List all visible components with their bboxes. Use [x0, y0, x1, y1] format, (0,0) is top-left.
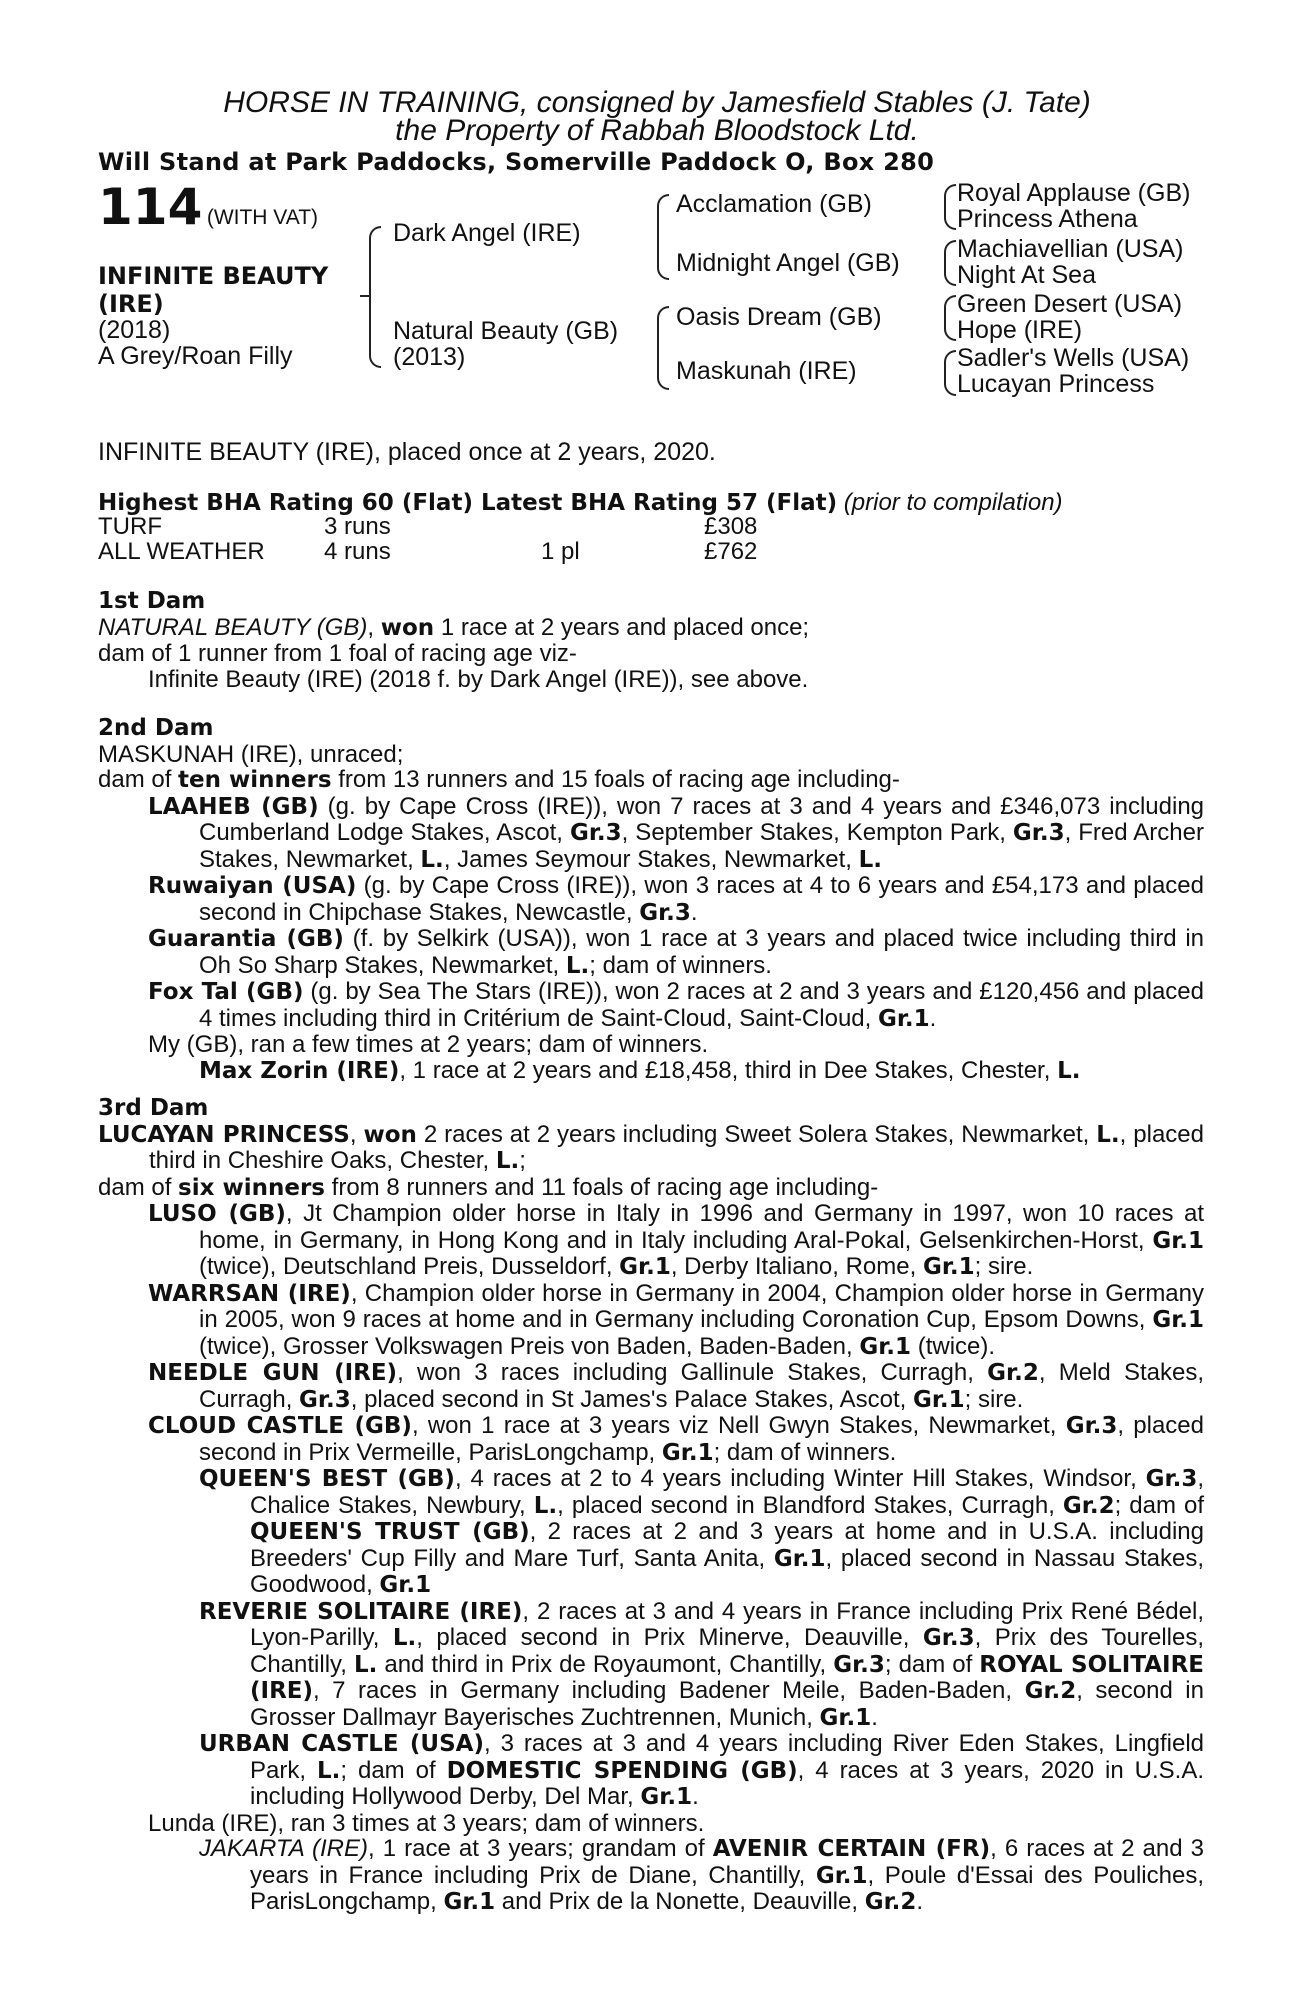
text: (twice). — [911, 1332, 996, 1360]
horse-name: LUSO (GB) — [148, 1201, 286, 1227]
first-dam-produce-line: dam of 1 runner from 1 foal of racing age viz- — [98, 640, 577, 667]
horse-name: CLOUD CASTLE (GB) — [148, 1413, 412, 1439]
horse-name: Max Zorin (IRE) — [199, 1057, 400, 1084]
won-label: won — [380, 614, 435, 641]
text: , 6 races at 2 and 3 years in France including Prix de Diane, Chantilly, — [250, 1835, 1205, 1889]
horse-name: AVENIR CERTAIN (FR) — [712, 1836, 991, 1862]
produce-cloud-castle — [98, 1413, 1204, 1466]
pedigree-sdd: Night At Sea — [957, 261, 1096, 289]
race-record-row — [98, 539, 757, 564]
text: , James Seymour Stakes, Newmarket, — [443, 845, 859, 873]
grade: Gr.1 — [815, 1862, 868, 1889]
winners-count: six winners — [178, 1174, 325, 1201]
text: (g. by Sea The Stars (IRE)), won 2 races at 2 and 3 years and £120,456 and placed 4 times including third in Critérium de Saint-Cloud, Saint-Cloud, — [199, 978, 1204, 1032]
horse-name: QUEEN'S TRUST (GB) — [250, 1519, 530, 1545]
horse-description: A Grey/Roan Filly — [98, 342, 293, 370]
bha-rating — [98, 489, 1063, 517]
grade: Gr.3 — [833, 1651, 885, 1678]
lot-number: 114 — [98, 178, 203, 236]
first-dam-record: 1 race at 2 years and placed once; — [434, 613, 810, 641]
text: , 1 race at 2 years and £18,458, third in Dee Stakes, Chester, — [399, 1056, 1058, 1084]
grade: Gr.3 — [1012, 820, 1065, 846]
produce-reverie-solitaire — [98, 1599, 1204, 1732]
earnings-cell: £308 — [704, 513, 758, 540]
runs-cell: 4 runs — [324, 538, 391, 565]
grade: L. — [316, 1757, 341, 1784]
bha-rating-note: (prior to compilation) — [843, 489, 1063, 516]
grade: L. — [495, 1148, 520, 1174]
owner-line: the Property of Rabbah Bloodstock Ltd. — [395, 114, 919, 147]
text: , 1 race at 3 years; grandam of — [368, 1835, 713, 1862]
text: , Jt Champion older horse in Italy in 1996 and Germany in 1997, won 10 races at home, in Germany, in Hong Kong and in Italy including Aral-Pokal, Gelsenkirchen-Horst, — [199, 1200, 1204, 1254]
first-dam-section — [98, 589, 1204, 692]
runs-cell: 3 runs — [324, 513, 391, 540]
placings-cell: 1 pl — [541, 538, 580, 565]
produce-warrsan — [98, 1281, 1204, 1361]
first-dam-produce-item: Infinite Beauty (IRE) (2018 f. by Dark Angel (IRE)), see above. — [148, 665, 809, 693]
second-dam-heading: 2nd Dam — [98, 715, 214, 741]
third-dam-line — [98, 1122, 1204, 1175]
won-label: won — [363, 1121, 417, 1148]
pedigree-sss: Royal Applause (GB) — [957, 179, 1191, 207]
grade: Gr.1 — [819, 1704, 872, 1731]
text: ; — [519, 1147, 526, 1174]
grade: Gr.1 — [640, 1784, 693, 1810]
text: (twice), Grosser Volkswagen Preis von Baden, Baden-Baden, — [199, 1332, 860, 1360]
text: ; sire. — [974, 1253, 1034, 1280]
text: , placed third in Cheshire Oaks, Chester, — [149, 1120, 1205, 1174]
third-dam-heading: 3rd Dam — [98, 1095, 209, 1121]
text: from 8 runners and 11 foals of racing age including- — [324, 1173, 879, 1201]
text: (g. by Cape Cross (IRE)), won 7 races at 3 and 4 years and £346,073 including Cumberland Lodge Stakes, Ascot, — [199, 792, 1205, 846]
grade: Gr.1 — [661, 1439, 714, 1466]
vat-note: (WITH VAT) — [206, 206, 319, 229]
horse-name: Ruwaiyan (USA) — [148, 873, 357, 899]
separator: , — [349, 1120, 364, 1148]
bha-rating-values: Highest BHA Rating 60 (Flat) Latest BHA Rating 57 (Flat) — [98, 490, 838, 516]
text: . — [871, 1703, 878, 1731]
produce-max-zorin — [98, 1058, 1204, 1085]
earnings-cell: £762 — [704, 538, 758, 565]
pedigree-main-brace — [369, 226, 381, 368]
consignor-line: HORSE IN TRAINING, consigned by Jamesfield Stables (J. Tate) — [223, 86, 1091, 119]
text: , won 3 races including Gallinule Stakes, Curragh, — [397, 1359, 988, 1386]
horse-name: JAKARTA (IRE) — [199, 1835, 368, 1862]
grade: Gr.1 — [773, 1545, 826, 1572]
text: . — [916, 1888, 924, 1915]
text: (twice), Deutschland Preis, Dusseldorf, — [199, 1253, 620, 1280]
text: and Prix de la Nonette, Deauville, — [495, 1888, 865, 1915]
text: , Poule d'Essai des Pouliches, ParisLongchamp, — [250, 1861, 1205, 1915]
text: . — [690, 898, 698, 926]
text: , won 1 race at 3 years viz Nell Gwyn Stakes, Newmarket, — [411, 1412, 1066, 1439]
text: , 7 races in Germany including Badener Meile, Baden-Baden, — [313, 1677, 1025, 1704]
surface-cell: TURF — [98, 513, 162, 540]
text: , 3 races at 3 and 4 years including River Eden Stakes, Lingfield Park, — [250, 1730, 1205, 1784]
produce-luso — [98, 1201, 1204, 1281]
race-summary: INFINITE BEAUTY (IRE), placed once at 2 years, 2020. — [98, 438, 716, 466]
grade: L. — [392, 1625, 417, 1651]
text: , Fred Archer Stakes, Newmarket, — [199, 819, 1204, 873]
grade: Gr.2 — [1062, 1492, 1115, 1519]
grade: Gr.3 — [1065, 1413, 1118, 1439]
horse-name: ROYAL SOLITAIRE (IRE) — [250, 1651, 1205, 1704]
second-dam-line: MASKUNAH (IRE), unraced; — [98, 740, 404, 768]
text: , placed second in Prix Vermeille, ParisLongchamp, — [199, 1412, 1205, 1466]
third-dam-section — [98, 1096, 1204, 1916]
sire-brace — [657, 194, 669, 280]
horse-name: LAAHEB (GB) — [148, 793, 319, 820]
pedigree-dss: Green Desert (USA) — [957, 290, 1183, 318]
third-dam-name: LUCAYAN PRINCESS — [98, 1121, 350, 1148]
produce-ruwaiyan — [98, 873, 1204, 926]
g3-brace-2 — [944, 240, 956, 286]
grade: L. — [420, 846, 444, 873]
pedigree-ddd: Lucayan Princess — [957, 370, 1155, 398]
produce-urban-castle — [98, 1731, 1204, 1811]
horse-name: DOMESTIC SPENDING (GB) — [446, 1757, 798, 1784]
stand-location: Will Stand at Park Paddocks, Somerville Paddock O, Box 280 — [98, 148, 935, 176]
grade: Gr.1 — [1152, 1227, 1204, 1254]
pedigree-dam-year: (2013) — [393, 343, 466, 371]
grade: L. — [1096, 1121, 1120, 1148]
pedigree-dds: Sadler's Wells (USA) — [957, 344, 1190, 372]
text: ; dam of — [884, 1650, 980, 1678]
grade: Gr.2 — [987, 1360, 1039, 1386]
grade: L. — [858, 846, 883, 873]
text: ; dam of — [340, 1756, 447, 1784]
produce-fox-tal — [98, 979, 1204, 1032]
text: ; dam of winners. — [713, 1438, 897, 1466]
g3-brace-1 — [944, 184, 956, 230]
grade: L. — [353, 1651, 378, 1678]
pedigree-ssd: Princess Athena — [957, 205, 1138, 233]
placings-cell — [541, 514, 704, 539]
text: , 4 races at 2 to 4 years including Winter Hill Stakes, Windsor, — [454, 1465, 1146, 1492]
horse-suffix: (IRE) — [98, 290, 164, 318]
text: (g. by Cape Cross (IRE)), won 3 races at 4 to 6 years and £54,173 and placed second in Chipchase Stakes, Newcastle, — [199, 872, 1204, 926]
g3-brace-3 — [944, 295, 956, 341]
text: from 13 runners and 15 foals of racing age including- — [331, 766, 900, 793]
text: . — [692, 1783, 699, 1810]
second-dam-section — [98, 716, 1204, 1084]
horse-name: Fox Tal (GB) — [148, 979, 304, 1005]
grade: L. — [565, 952, 590, 979]
grade: Gr.1 — [619, 1254, 671, 1280]
g3-brace-4 — [944, 350, 956, 396]
text: ; sire. — [964, 1385, 1024, 1413]
grade: Gr.1 — [443, 1889, 496, 1915]
horse-name: NEEDLE GUN (IRE) — [148, 1360, 398, 1386]
text: . — [929, 1004, 937, 1032]
horse-name: URBAN CASTLE (USA) — [199, 1731, 484, 1757]
grade: Gr.2 — [864, 1889, 917, 1915]
text: (f. by Selkirk (USA)), won 1 race at 3 years and placed twice including third in Oh So Sharp Stakes, Newmarket, — [199, 925, 1204, 979]
dam-brace — [657, 306, 669, 390]
first-dam-line — [98, 615, 1204, 642]
horse-name: WARRSAN (IRE) — [148, 1280, 351, 1307]
pedigree-sire-sire: Acclamation (GB) — [676, 190, 872, 218]
text: dam of — [98, 1173, 179, 1201]
grade: Gr.1 — [922, 1254, 975, 1280]
grade: Gr.3 — [569, 820, 622, 846]
produce-guarantia — [98, 926, 1204, 979]
surface-cell: ALL WEATHER — [98, 538, 265, 565]
text: , placed second in Nassau Stakes, Goodwood, — [250, 1544, 1204, 1598]
third-dam-produce-line — [98, 1175, 1204, 1202]
text: , 2 races at 3 and 4 years in France including Prix René Bédel, Lyon-Parilly, — [250, 1597, 1204, 1651]
text: ; dam of winners. — [589, 951, 772, 979]
text: , 4 races at 3 years, 2020 in U.S.A. including Hollywood Derby, Del Mar, — [250, 1756, 1205, 1810]
produce-jakarta — [98, 1836, 1204, 1916]
text: , Derby Italiano, Rome, — [670, 1253, 923, 1280]
grade: Gr.3 — [639, 899, 691, 926]
text: , September Stakes, Kempton Park, — [621, 819, 1013, 846]
text: , Chalice Stakes, Newbury, — [250, 1465, 1205, 1519]
pedigree-dsd: Hope (IRE) — [957, 316, 1083, 344]
second-dam-produce-line — [98, 767, 1204, 794]
grade: Gr.1 — [877, 1005, 930, 1032]
pedigree-sire: Dark Angel (IRE) — [393, 219, 581, 247]
text: , placed second in Prix Minerve, Deauville, — [416, 1624, 923, 1651]
produce-lunda: Lunda (IRE), ran 3 times at 3 years; dam of winners. — [148, 1809, 705, 1837]
pedigree-dam-dam: Maskunah (IRE) — [676, 357, 857, 385]
first-dam-name: NATURAL BEAUTY (GB) — [98, 613, 368, 641]
horse-name: Guarantia (GB) — [148, 926, 344, 952]
grade: L. — [1057, 1057, 1081, 1084]
text: , Meld Stakes, Curragh, — [199, 1359, 1205, 1413]
produce-needle-gun — [98, 1360, 1204, 1413]
produce-queens-best — [98, 1466, 1204, 1599]
text: , second in Grosser Dallmayr Bayerisches Zuchtrennen, Munich, — [250, 1677, 1204, 1731]
text: , Prix des Tourelles, Chantilly, — [250, 1624, 1205, 1678]
brace-nub — [360, 295, 369, 297]
horse-name: INFINITE BEAUTY — [98, 262, 329, 290]
horse-name: REVERIE SOLITAIRE (IRE) — [199, 1598, 523, 1625]
grade: Gr.2 — [1024, 1678, 1077, 1704]
text: ; dam of — [1114, 1491, 1204, 1519]
grade: Gr.3 — [299, 1386, 351, 1413]
pedigree-dam: Natural Beauty (GB) — [393, 317, 619, 345]
grade: Gr.1 — [859, 1333, 912, 1360]
lot-block — [98, 178, 318, 236]
text: dam of — [98, 766, 179, 793]
grade: Gr.1 — [379, 1572, 432, 1598]
horse-name: QUEEN'S BEST (GB) — [199, 1466, 455, 1492]
grade: Gr.3 — [1145, 1466, 1198, 1492]
race-record-table — [98, 514, 757, 564]
horse-year: (2018) — [98, 316, 171, 344]
pedigree-dam-sire: Oasis Dream (GB) — [676, 303, 882, 331]
grade: Gr.1 — [912, 1386, 965, 1413]
text: 2 races at 2 years including Sweet Solera Stakes, Newmarket, — [416, 1120, 1097, 1148]
pedigree-sds: Machiavellian (USA) — [957, 235, 1184, 263]
grade: Gr.3 — [922, 1625, 975, 1651]
text: , Champion older horse in Germany in 2004, Champion older horse in Germany in 2005, won 9 races at home and in Germany including Coronation Cup, Epsom Downs, — [199, 1279, 1205, 1333]
first-dam-heading: 1st Dam — [98, 588, 206, 614]
race-record-row — [98, 514, 757, 539]
text: and third in Prix de Royaumont, Chantilly, — [377, 1650, 834, 1678]
grade: L. — [533, 1492, 558, 1519]
pedigree-sire-dam: Midnight Angel (GB) — [676, 249, 900, 277]
text: , placed second in Blandford Stakes, Curragh, — [557, 1491, 1063, 1519]
text: , placed second in St James's Palace Stakes, Ascot, — [350, 1385, 913, 1413]
produce-laaheb — [98, 794, 1204, 874]
text: , 2 races at 2 and 3 years at home and in U.S.A. including Breeders' Cup Filly and Mare Turf, Santa Anita, — [250, 1518, 1204, 1572]
separator: , — [367, 613, 381, 641]
winners-count: ten winners — [178, 767, 332, 793]
grade: Gr.1 — [1152, 1307, 1204, 1333]
produce-my: My (GB), ran a few times at 2 years; dam of winners. — [148, 1031, 709, 1058]
